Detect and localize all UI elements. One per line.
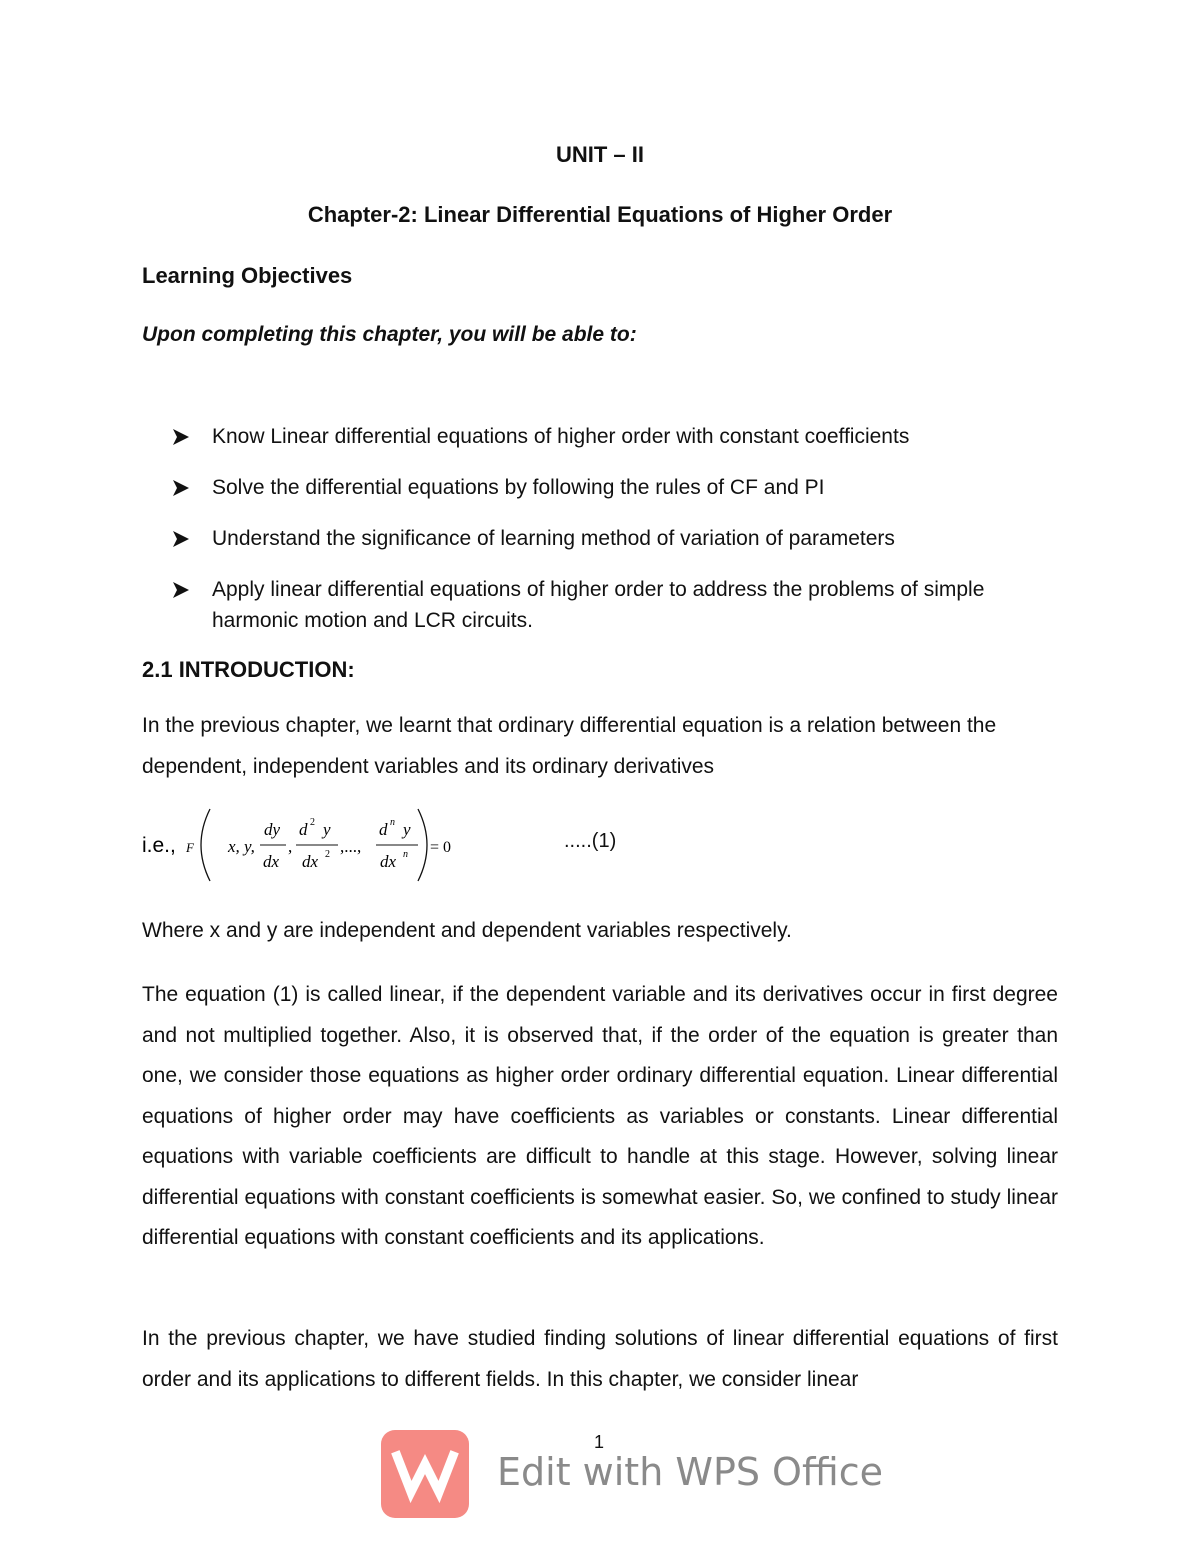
equation-ellipsis: ,..., <box>340 837 362 856</box>
arrow-bullet-icon <box>172 429 190 445</box>
arrow-bullet-icon <box>172 531 190 547</box>
unit-title: UNIT – II <box>555 142 644 167</box>
equation-function: F <box>186 840 194 855</box>
paragraph-previous-chapter: In the previous chapter, we have studied finding solutions of linear differential equations of first order and its applications to different fields. In this chapter, we consider linear <box>142 1327 1058 1391</box>
frac1-numerator: dy <box>264 820 281 839</box>
frac2-numerator: d <box>299 820 308 839</box>
right-paren <box>418 809 427 881</box>
fracn-denominator-sup: n <box>403 849 408 860</box>
list-item <box>172 523 1072 554</box>
page-number: 1 <box>594 1432 605 1452</box>
frac2-numerator-var: y <box>323 820 331 839</box>
objective-text: Understand the significance of learning method of variation of parameters <box>212 527 895 550</box>
svg-text:,: , <box>288 837 293 856</box>
objective-text: Know Linear differential equations of higher order with constant coefficients <box>212 425 910 448</box>
left-paren <box>201 809 210 881</box>
intro-paragraph: In the previous chapter, we learnt that ordinary differential equation is a relation between the dependent, independent variables and its ordinary derivatives <box>142 714 997 778</box>
frac2-denominator-sup: 2 <box>325 849 330 860</box>
equation-args: x, y, <box>228 837 255 856</box>
list-item <box>172 472 1072 503</box>
list-item <box>172 574 1072 636</box>
equation-equals: = 0 <box>430 839 452 856</box>
fracn-numerator: d <box>379 820 388 839</box>
where-text: Where x and y are independent and dependent variables respectively. <box>142 919 792 942</box>
fracn-denominator: dx <box>380 852 397 871</box>
fracn-numerator-sup: n <box>390 817 395 828</box>
learning-objectives-heading: Learning Objectives <box>142 263 353 288</box>
objectives-list <box>172 421 1072 656</box>
section-heading-introduction: 2.1 INTRODUCTION: <box>142 657 355 682</box>
objective-text: Apply linear differential equations of higher order to address the problems of simple harmonic motion and LCR circuits. <box>212 578 985 632</box>
fracn-numerator-var: y <box>403 820 411 839</box>
chapter-title: Chapter-2: Linear Differential Equations of Higher Order <box>307 202 893 227</box>
objective-text: Solve the differential equations by following the rules of CF and PI <box>212 476 825 499</box>
wps-watermark-text[interactable]: Edit with WPS Office <box>497 1450 883 1494</box>
objectives-intro: Upon completing this chapter, you will be able to: <box>142 323 637 346</box>
wps-logo-icon[interactable] <box>381 1430 469 1518</box>
list-item <box>172 421 1072 452</box>
frac2-denominator: dx <box>302 852 319 871</box>
equation-number: .....(1) <box>564 830 617 852</box>
frac1-denominator: dx <box>263 852 280 871</box>
frac2-numerator-sup: 2 <box>310 817 315 828</box>
paragraph-linear-definition: The equation (1) is called linear, if the dependent variable and its derivatives occur in first degree and not multiplied together. Also, it is observed that, if the order of the equation is greater than one, we consider those equations as higher order ordinary differential equation. Linear differential equations of higher order may have coefficients as variables or constants. Linear differential equations with variable coefficients are difficult to handle at this stage. However, solving linear differential equations with constant coefficients is somewhat easier. So, we confined to study linear differential equations with constant coefficients and its applications. <box>142 983 1058 1249</box>
equation-prefix: i.e., <box>142 834 176 857</box>
arrow-bullet-icon <box>172 480 190 496</box>
arrow-bullet-icon <box>172 582 190 598</box>
